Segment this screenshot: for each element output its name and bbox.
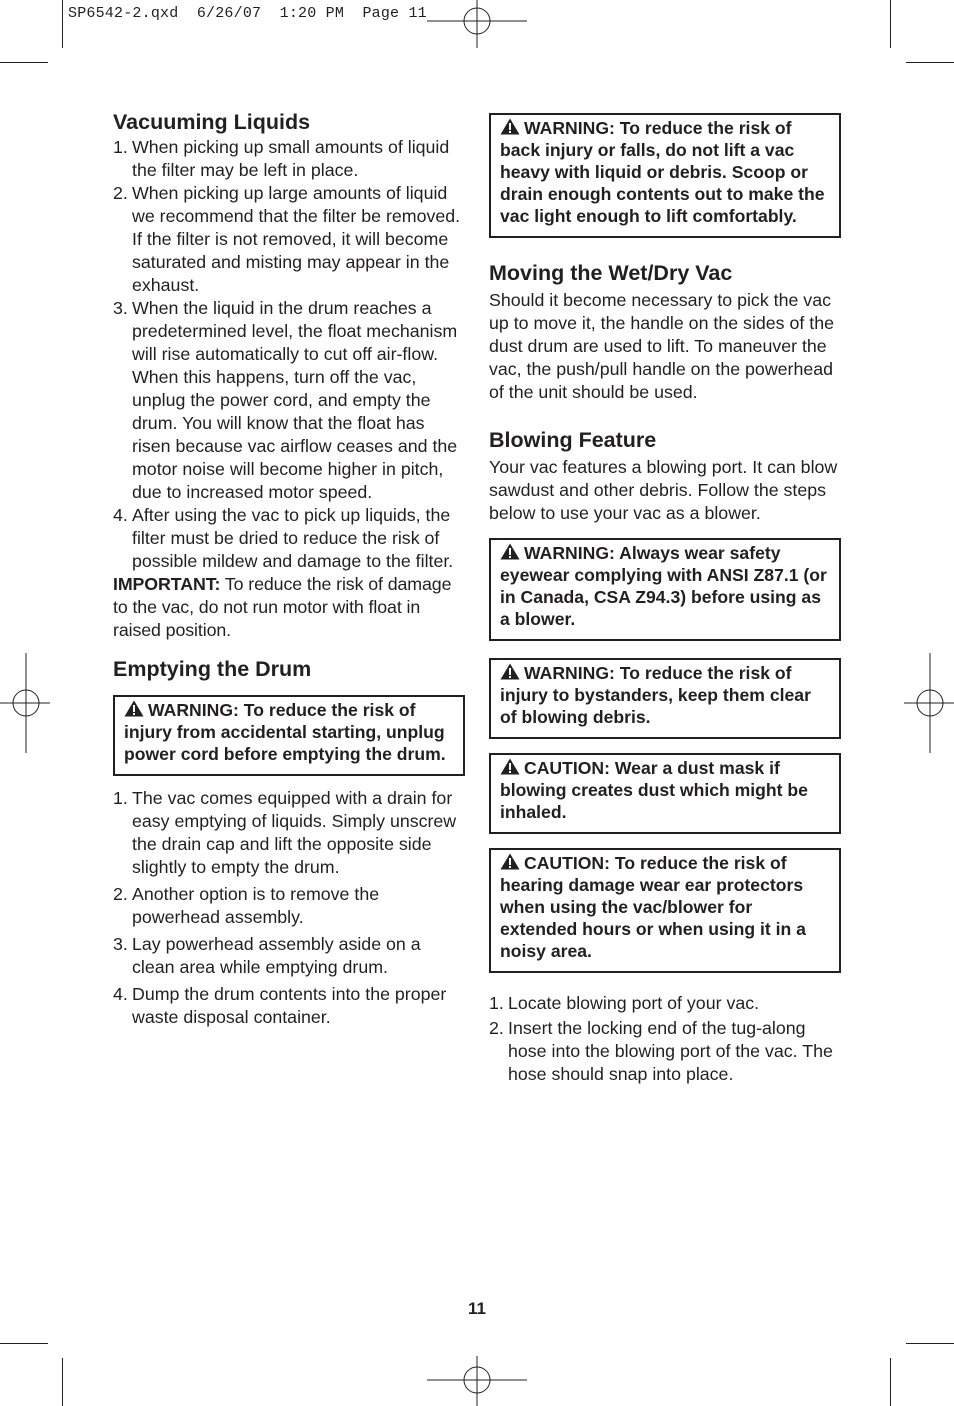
warning-box-emptying: WARNING: To reduce the risk of injury from accidental starting, unplug power cord before emptying the drum. — [113, 695, 465, 776]
warning-box-bystanders: WARNING: To reduce the risk of injury to bystanders, keep them clear of blowing debris. — [489, 658, 841, 739]
list-item: 1. When picking up small amounts of liquid the filter may be left in place. — [113, 137, 450, 180]
warning-triangle-icon — [500, 118, 520, 135]
warning-box-lift: WARNING: To reduce the risk of back injury or falls, do not lift a vac heavy with liquid or debris. Scoop or drain enough contents out to make the vac light enough to lift comfortably. — [489, 113, 841, 238]
list-item: 3. Lay powerhead assembly aside on a clean area while emptying drum. — [113, 934, 421, 977]
warning-triangle-icon — [500, 663, 520, 680]
warning-triangle-icon — [500, 543, 520, 560]
list-item: 2. When picking up large amounts of liquid we recommend that the filter be removed. If the filter is not removed, it will become saturated and misting may appear in the exhaust. — [113, 183, 461, 295]
vacuuming-liquids-heading: Vacuuming Liquids — [113, 110, 311, 134]
list-item: 1. Locate blowing port of your vac. — [489, 993, 760, 1013]
left-column — [113, 108, 465, 1029]
list-item: 3. When the liquid in the drum reaches a predetermined level, the float mechanism will rise automatically to cut off air-flow. When this happens, turn off the vac, unplug the power cord, and empty the drum. You will know that the float has risen because vac airflow ceases and the motor noise will become higher in pitch, due to increased motor speed. — [113, 298, 458, 502]
warning-triangle-icon — [500, 853, 520, 870]
warning-triangle-icon — [124, 700, 144, 717]
caution-box-dust-mask: CAUTION: Wear a dust mask if blowing creates dust which might be inhaled. — [489, 753, 841, 834]
list-item: 2. Insert the locking end of the tug-along hose into the blowing port of the vac. The hose should snap into place. — [489, 1018, 833, 1084]
warning-box-eyewear: WARNING: Always wear safety eyewear complying with ANSI Z87.1 (or in Canada, CSA Z94.3) before using as a blower. — [489, 538, 841, 641]
emptying-drum-heading: Emptying the Drum — [113, 657, 312, 681]
blowing-paragraph: Your vac features a blowing port. It can blow sawdust and other debris. Follow the steps below to use your vac as a blower. — [489, 457, 838, 523]
list-item: 1. The vac comes equipped with a drain for easy emptying of liquids. Simply unscrew the drain cap and lift the opposite side slightly to empty the drum. — [113, 788, 457, 877]
emptying-steps-list — [113, 787, 465, 1029]
moving-heading: Moving the Wet/Dry Vac — [489, 261, 733, 285]
page-number: 11 — [468, 1299, 486, 1318]
moving-paragraph: Should it become necessary to pick the vac up to move it, the handle on the sides of the dust drum are used to lift. To maneuver the vac, the push/pull handle on the powerhead of the unit should be used. — [489, 290, 834, 402]
list-item: 2. Another option is to remove the powerhead assembly. — [113, 884, 380, 927]
caution-box-hearing: CAUTION: To reduce the risk of hearing damage wear ear protectors when using the vac/blower for extended hours or when using it in a noisy area. — [489, 848, 841, 973]
blowing-heading: Blowing Feature — [489, 428, 657, 452]
registration-mark-top — [427, 0, 527, 50]
registration-mark-bottom — [427, 1356, 527, 1406]
file-slug: SP6542-2.qxd 6/26/07 1:20 PM Page 11 — [68, 5, 427, 22]
vacuuming-steps-list — [113, 136, 465, 573]
registration-mark-right — [904, 653, 954, 753]
list-item: 4. After using the vac to pick up liquids, the filter must be dried to reduce the risk of possible mildew and damage to the filter. — [113, 505, 454, 571]
registration-mark-left — [0, 653, 50, 753]
right-column — [489, 113, 841, 1086]
important-note: IMPORTANT: To reduce the risk of damage to the vac, do not run motor with float in raised position. — [113, 574, 452, 640]
blowing-steps-list — [489, 992, 841, 1086]
list-item: 4. Dump the drum contents into the proper waste disposal container. — [113, 984, 447, 1027]
warning-triangle-icon — [500, 758, 520, 775]
